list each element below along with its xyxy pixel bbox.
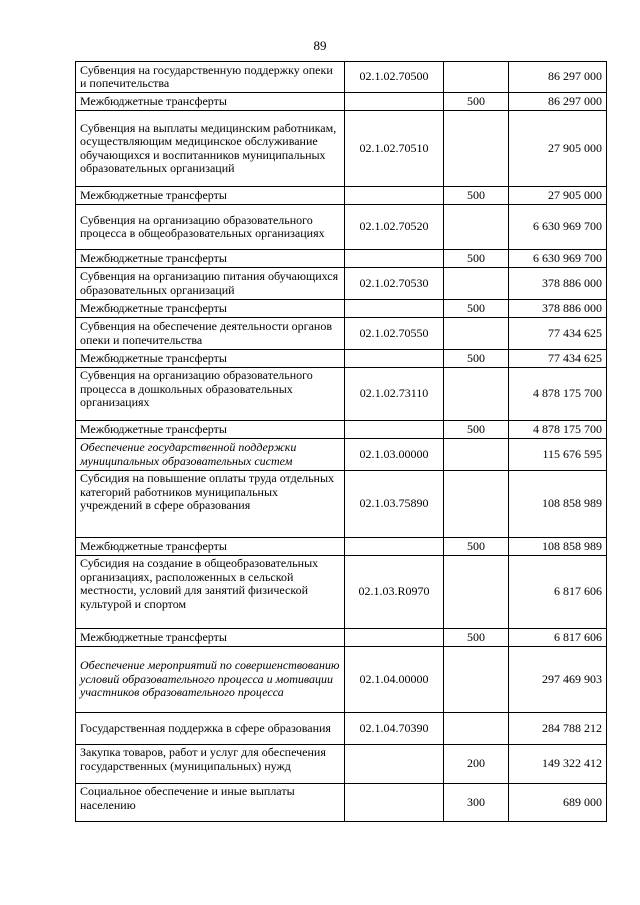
row-sum-cell: 108 858 989 <box>509 538 607 556</box>
row-code-cell: 02.1.03.R0970 <box>345 556 444 629</box>
row-code-cell <box>345 93 444 111</box>
row-sum-cell: 108 858 989 <box>509 471 607 538</box>
row-name-cell: Субвенция на выплаты медицинским работникам, осуществляющим медицинское обслуживание обучающихся и воспитанников муниципальных образовательных организаций <box>76 111 345 187</box>
row-sum-cell: 86 297 000 <box>509 62 607 93</box>
row-expense-type-cell <box>444 205 509 250</box>
row-sum-cell: 149 322 412 <box>509 745 607 784</box>
row-code-cell: 02.1.03.75890 <box>345 471 444 538</box>
table-row <box>76 421 607 439</box>
row-sum-cell: 27 905 000 <box>509 187 607 205</box>
row-name-cell: Субвенция на организацию образовательного процесса в общеобразовательных организациях <box>76 205 345 250</box>
row-name-cell: Субсидия на повышение оплаты труда отдельных категорий работников муниципальных учреждений в сфере образования <box>76 471 345 538</box>
row-sum-cell: 4 878 175 700 <box>509 368 607 421</box>
row-code-cell <box>345 300 444 318</box>
row-expense-type-cell <box>444 471 509 538</box>
row-name-cell: Межбюджетные трансферты <box>76 300 345 318</box>
row-code-cell: 02.1.03.00000 <box>345 439 444 471</box>
row-name-cell: Субвенция на организацию питания обучающихся образовательных организаций <box>76 268 345 300</box>
row-name-cell: Государственная поддержка в сфере образования <box>76 713 345 745</box>
row-sum-cell: 6 817 606 <box>509 556 607 629</box>
row-sum-cell: 378 886 000 <box>509 268 607 300</box>
table-row <box>76 647 607 713</box>
row-sum-cell: 6 630 969 700 <box>509 205 607 250</box>
row-expense-type-cell: 500 <box>444 93 509 111</box>
row-code-cell: 02.1.02.70500 <box>345 62 444 93</box>
row-expense-type-cell <box>444 111 509 187</box>
table-row <box>76 187 607 205</box>
row-expense-type-cell <box>444 647 509 713</box>
row-name-cell: Межбюджетные трансферты <box>76 538 345 556</box>
row-name-cell: Межбюджетные трансферты <box>76 250 345 268</box>
table-row <box>76 93 607 111</box>
row-code-cell <box>345 745 444 784</box>
row-name-cell: Субвенция на организацию образовательного процесса в дошкольных образовательных организациях <box>76 368 345 421</box>
row-expense-type-cell <box>444 439 509 471</box>
row-expense-type-cell <box>444 713 509 745</box>
row-code-cell: 02.1.02.70550 <box>345 318 444 350</box>
row-name-cell: Межбюджетные трансферты <box>76 421 345 439</box>
row-name-cell: Межбюджетные трансферты <box>76 629 345 647</box>
row-code-cell <box>345 187 444 205</box>
table-row <box>76 111 607 187</box>
row-code-cell: 02.1.04.70390 <box>345 713 444 745</box>
row-code-cell: 02.1.02.70530 <box>345 268 444 300</box>
row-name-cell: Межбюджетные трансферты <box>76 93 345 111</box>
row-expense-type-cell: 500 <box>444 538 509 556</box>
row-name-cell: Субсидия на создание в общеобразовательных организациях, расположенных в сельской местности, условий для занятий физической культурой и спортом <box>76 556 345 629</box>
row-expense-type-cell <box>444 318 509 350</box>
row-code-cell <box>345 350 444 368</box>
row-expense-type-cell: 500 <box>444 250 509 268</box>
row-sum-cell: 27 905 000 <box>509 111 607 187</box>
row-code-cell: 02.1.02.70510 <box>345 111 444 187</box>
table-row <box>76 368 607 421</box>
row-code-cell <box>345 538 444 556</box>
row-name-cell: Межбюджетные трансферты <box>76 350 345 368</box>
table-row <box>76 629 607 647</box>
table-row <box>76 745 607 784</box>
row-expense-type-cell: 500 <box>444 421 509 439</box>
table-row <box>76 538 607 556</box>
row-sum-cell: 77 434 625 <box>509 350 607 368</box>
row-expense-type-cell <box>444 556 509 629</box>
row-code-cell: 02.1.02.70520 <box>345 205 444 250</box>
row-expense-type-cell: 200 <box>444 745 509 784</box>
row-sum-cell: 115 676 595 <box>509 439 607 471</box>
row-code-cell <box>345 421 444 439</box>
table-row <box>76 250 607 268</box>
row-code-cell: 02.1.04.00000 <box>345 647 444 713</box>
row-name-cell: Межбюджетные трансферты <box>76 187 345 205</box>
table-row <box>76 62 607 93</box>
row-expense-type-cell <box>444 268 509 300</box>
row-expense-type-cell: 500 <box>444 300 509 318</box>
table-row <box>76 471 607 538</box>
table-row <box>76 300 607 318</box>
row-code-cell <box>345 250 444 268</box>
row-code-cell <box>345 629 444 647</box>
row-name-cell: Субвенция на обеспечение деятельности органов опеки и попечительства <box>76 318 345 350</box>
row-expense-type-cell <box>444 62 509 93</box>
table-row <box>76 268 607 300</box>
row-sum-cell: 86 297 000 <box>509 93 607 111</box>
budget-table <box>75 61 607 822</box>
row-sum-cell: 6 630 969 700 <box>509 250 607 268</box>
row-code-cell <box>345 784 444 822</box>
table-row <box>76 350 607 368</box>
row-code-cell: 02.1.02.73110 <box>345 368 444 421</box>
row-sum-cell: 6 817 606 <box>509 629 607 647</box>
budget-table-body <box>76 62 607 822</box>
row-sum-cell: 4 878 175 700 <box>509 421 607 439</box>
row-expense-type-cell: 500 <box>444 187 509 205</box>
row-name-cell: Обеспечение мероприятий по совершенствованию условий образовательного процесса и мотивации участников образовательного процесса <box>76 647 345 713</box>
row-sum-cell: 77 434 625 <box>509 318 607 350</box>
row-sum-cell: 378 886 000 <box>509 300 607 318</box>
table-row <box>76 784 607 822</box>
table-row <box>76 713 607 745</box>
row-sum-cell: 297 469 903 <box>509 647 607 713</box>
row-name-cell: Обеспечение государственной поддержки муниципальных образовательных систем <box>76 439 345 471</box>
table-row <box>76 318 607 350</box>
page-number: 89 <box>313 38 327 53</box>
row-expense-type-cell: 500 <box>444 629 509 647</box>
row-name-cell: Субвенция на государственную поддержку опеки и попечительства <box>76 62 345 93</box>
row-expense-type-cell: 500 <box>444 350 509 368</box>
row-name-cell: Социальное обеспечение и иные выплаты населению <box>76 784 345 822</box>
row-sum-cell: 284 788 212 <box>509 713 607 745</box>
row-expense-type-cell <box>444 368 509 421</box>
table-row <box>76 439 607 471</box>
row-name-cell: Закупка товаров, работ и услуг для обеспечения государственных (муниципальных) нужд <box>76 745 345 784</box>
row-expense-type-cell: 300 <box>444 784 509 822</box>
table-row <box>76 556 607 629</box>
row-sum-cell: 689 000 <box>509 784 607 822</box>
table-row <box>76 205 607 250</box>
